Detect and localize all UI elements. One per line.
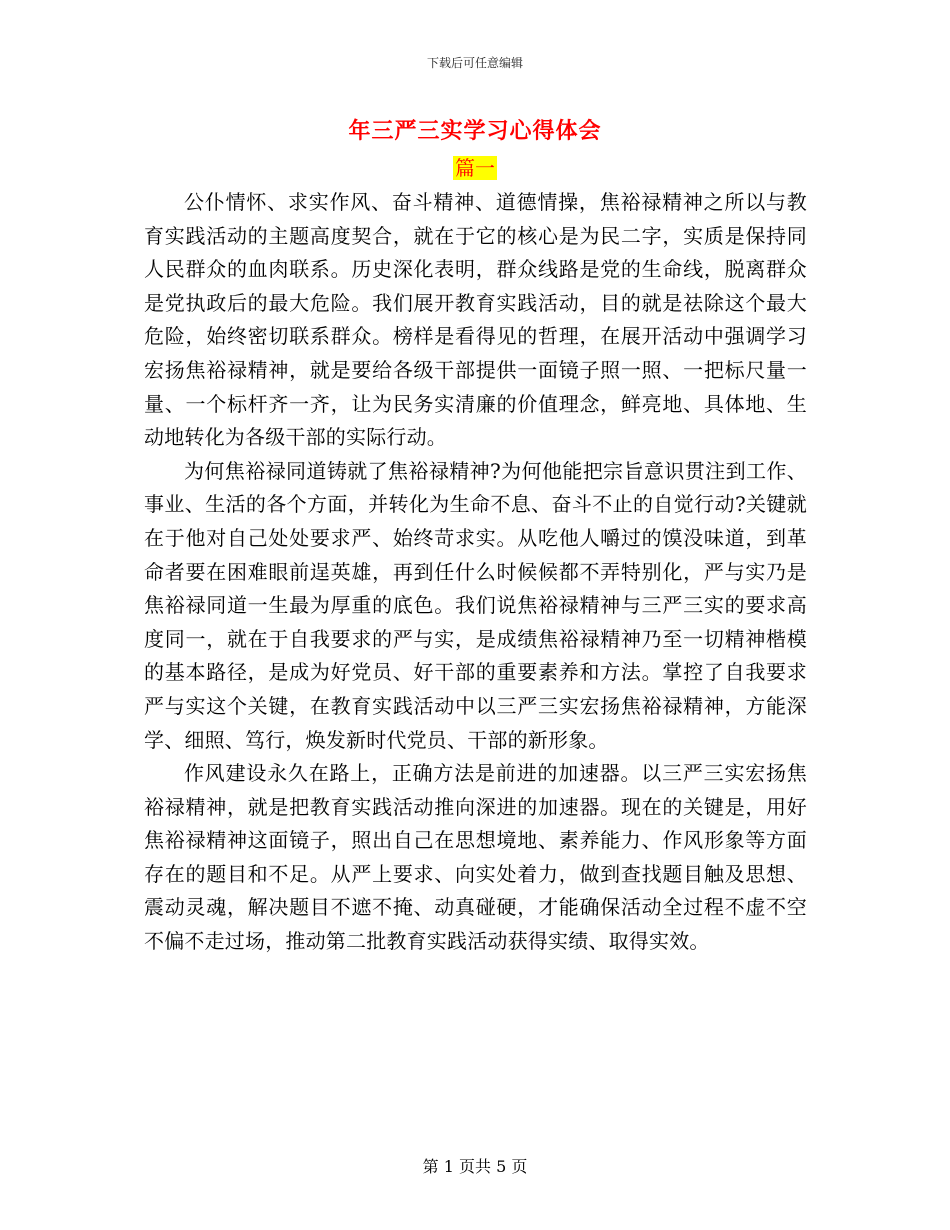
header-note: 下载后可任意编辑: [426, 56, 523, 70]
section-label: [0, 152, 950, 181]
paragraph: 公仆情怀、求实作风、奋斗精神、道德情操，焦裕禄精神之所以与教育实践活动的主题高度契合，就在于它的核心是为民二字，实质是保持同人民群众的血肉联系。历史深化表明，群众线路是党的生命线，脱离群众是党执政后的最大危险。我们展开教育实践活动，目的就是祛除这个最大危险，始终密切联系群众。榜样是看得见的哲理，在展开活动中强调学习宏扬焦裕禄精神，就是要给各级干部提供一面镜子照一照、一把标尺量一量、一个标杆齐一齐，让为民务实清廉的价值理念，鲜亮地、具体地、生动地转化为各级干部的实际行动。: [144, 190, 807, 450]
document-body: [144, 186, 807, 959]
paragraph: 作风建设永久在路上，正确方法是前进的加速器。以三严三实宏扬焦裕禄精神，就是把教育实践活动推向深进的加速器。现在的关键是，用好焦裕禄精神这面镜子，照出自己在思想境地、素养能力、作风形象等方面存在的题目和不足。从严上要求、向实处着力，做到查找题目触及思想、震动灵魂，解决题目不遮不掩、动真碰硬，才能确保活动全过程不虚不空不偏不走过场，推动第二批教育实践活动获得实绩、取得实效。: [144, 761, 807, 954]
document-title: 年三严三实学习心得体会: [348, 118, 602, 144]
paragraph: 为何焦裕禄同道铸就了焦裕禄精神?为何他能把宗旨意识贯注到工作、事业、生活的各个方面，并转化为生命不息、奋斗不止的自觉行动?关键就在于他对自己处处要求严、始终苛求实。从吃他人嚼过的馍没味道，到革命者要在困难眼前逞英雄，再到任什么时候候都不弄特别化，严与实乃是焦裕禄同道一生最为厚重的底色。我们说焦裕禄精神与三严三实的要求高度同一，就在于自我要求的严与实，是成绩焦裕禄精神乃至一切精神楷模的基本路径，是成为好党员、好干部的重要素养和方法。掌控了自我要求严与实这个关键，在教育实践活动中以三严三实宏扬焦裕禄精神，方能深学、细照、笃行，焕发新时代党员、干部的新形象。: [144, 458, 807, 752]
section-label-text: 篇一: [455, 156, 495, 180]
page-footer: 第 1 页共 5 页: [422, 1157, 528, 1176]
